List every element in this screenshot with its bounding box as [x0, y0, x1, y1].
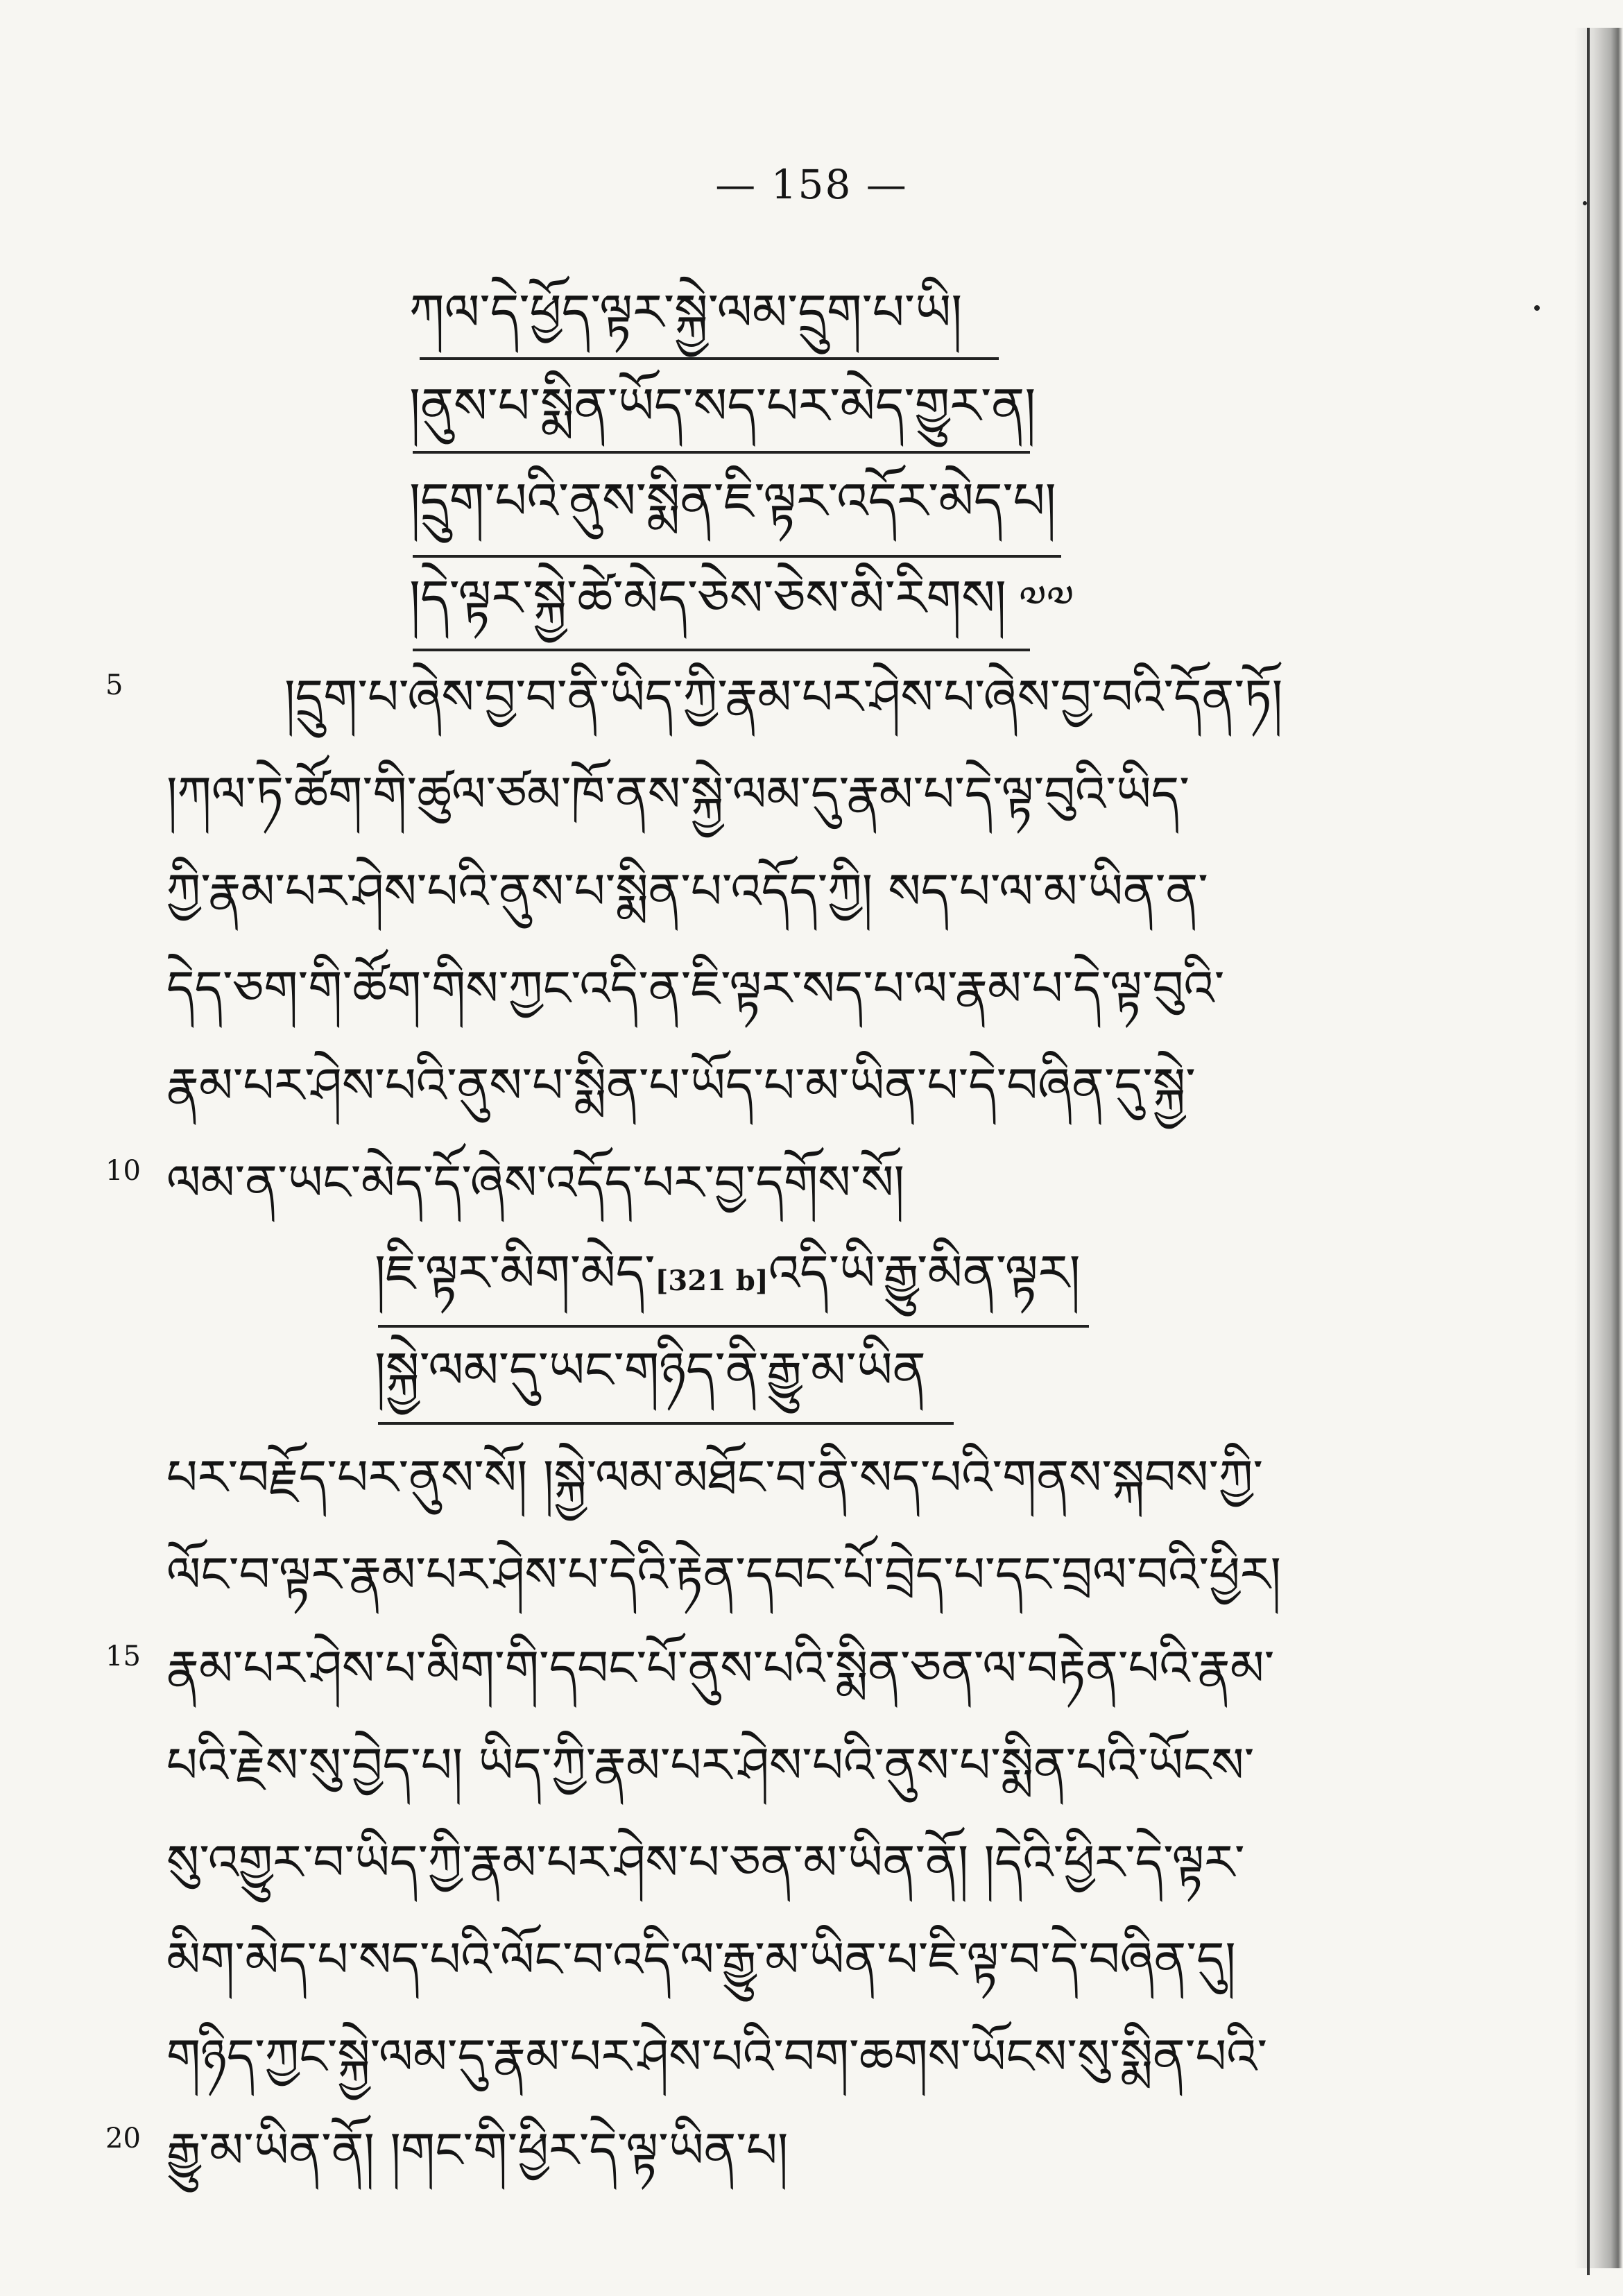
- text-line: མིག་མེད་པ་སད་པའི་ལོང་བ་འདི་ལ་རྒྱུ་མ་ཡིན་པ་ཇི་ལྟ་བ་དེ་བཞིན་དུ།: [166, 1931, 1236, 1988]
- line-number: 20: [105, 2123, 141, 2154]
- text-line: ལོང་བ་ལྟར་རྣམ་པར་ཤེས་པ་དེའི་རྟེན་དབང་པོ་བྲེད་པ་དང་བྲལ་བའི་ཕྱིར།: [166, 1546, 1281, 1603]
- verse-underline: [420, 357, 999, 360]
- text-line: སུ་འགྱུར་བ་ཡིད་ཀྱི་རྣམ་པར་ཤེས་པ་ཅན་མ་ཡིན་ནོ། །དེའི་ཕྱིར་དེ་ལྟར་: [166, 1834, 1245, 1891]
- text-line: པའི་རྗེས་སུ་བྱེད་པ། ཡིད་ཀྱི་རྣམ་པར་ཤེས་པའི་ནུས་པ་སྨིན་པའི་ཡོངས་: [166, 1737, 1255, 1794]
- verse-number: ༧༧: [1018, 575, 1074, 626]
- page-edge-line: [1587, 28, 1590, 2275]
- line-number: 10: [105, 1155, 141, 1187]
- verse-underline: [378, 1325, 1089, 1328]
- verse-underline: [378, 1422, 954, 1425]
- verse-line: །སྐྱེ་ལམ་དུ་ཡང་གཉིད་ནི་རྒྱུ་མ་ཡིན: [375, 1341, 926, 1399]
- text-line: །ཀལ་ཏེ་ཚོག་གི་ཚུལ་ཙམ་ཁོ་ནས་སྐྱེ་ལམ་དུ་རྣམ་པ་དེ་ལྟ་བུའི་ཡིད་: [166, 766, 1190, 823]
- speck: [1534, 305, 1540, 311]
- page-edge-shadow: [1574, 28, 1623, 2268]
- text-line: པར་བརྗོད་པར་ནུས་སོ། །སྐྱེ་ལམ་མཐོང་བ་ནི་སད་པའི་གནས་སྐབས་ཀྱི་: [166, 1449, 1264, 1506]
- text-line: གཉིད་ཀྱང་སྐྱེ་ལམ་དུ་རྣམ་པར་ཤེས་པའི་བག་ཆགས་ཡོངས་སུ་སྨིན་པའི་: [166, 2028, 1268, 2085]
- verse-line: ཀལ་དེ་ཕྱོད་ལྟར་སྐྱེ་ལམ་དྲུག་པ་ཡི།: [409, 283, 963, 341]
- text-line: དེད་ཅག་གི་ཚོག་གིས་ཀྱང་འདི་ན་ཇི་ལྟར་སད་པ་ལ་རྣམ་པ་དེ་ལྟ་བུའི་: [166, 960, 1225, 1017]
- verse-text: འདི་ཡི་རྒྱུ་མིན་ལྟར།: [768, 1244, 1081, 1302]
- text-line: །དྲུག་པ་ཞེས་བྱ་བ་ནི་ཡིད་ཀྱི་རྣམ་པར་ཤེས་པ་ཞེས་བྱ་བའི་དོན་ཏོ།: [284, 669, 1283, 726]
- line-number: 15: [105, 1640, 141, 1672]
- text-line: རྣམ་པར་ཤེས་པའི་ནུས་པ་སྨིན་པ་ཡོད་པ་མ་ཡིན་པ་དེ་བཞིན་དུ་སྐྱེ་: [166, 1057, 1196, 1114]
- verse-line: [409, 563, 1074, 635]
- verse-line: [375, 1238, 1081, 1316]
- verse-underline: [413, 555, 1061, 558]
- verse-line: །དྲུག་པའི་ནུས་སྨིན་ཇི་ལྟར་འདོར་མེད་པ།: [409, 472, 1056, 530]
- verse-text: །ཇི་ལྟར་མིག་མེད་: [375, 1244, 655, 1302]
- folio-reference: [321 b]: [655, 1265, 768, 1297]
- line-number: 5: [105, 669, 123, 701]
- verse-underline: [413, 649, 1030, 651]
- verse-underline: [413, 451, 1030, 454]
- text-line: ཀྱི་རྣམ་པར་ཤེས་པའི་ནུས་པ་སྨིན་པ་འདོད་ཀྱི། སད་པ་ལ་མ་ཡིན་ན་: [166, 863, 1208, 920]
- page-number: — 158 —: [715, 161, 908, 208]
- text-line: རྒྱུ་མ་ཡིན་ནོ། །གང་གི་ཕྱིར་དེ་ལྟ་ཡིན་པ།: [166, 2122, 789, 2179]
- text-line: རྣམ་པར་ཤེས་པ་མིག་གི་དབང་པོ་ནུས་པའི་སྨིན་ཅན་ལ་བརྟེན་པའི་རྣམ་: [166, 1640, 1275, 1697]
- verse-line: །ནུས་པ་སྨིན་ཡོད་སད་པར་མེད་གྱུར་ན།: [409, 377, 1036, 435]
- verse-text: །དེ་ལྟར་སྐྱེ་ཚེ་མེད་ཅེས་ཅེས་མི་རིགས།: [409, 569, 1006, 627]
- text-line: ལམ་ན་ཡང་མེད་དོ་ཞེས་འདོད་པར་བྱ་དགོས་སོ།: [166, 1154, 904, 1211]
